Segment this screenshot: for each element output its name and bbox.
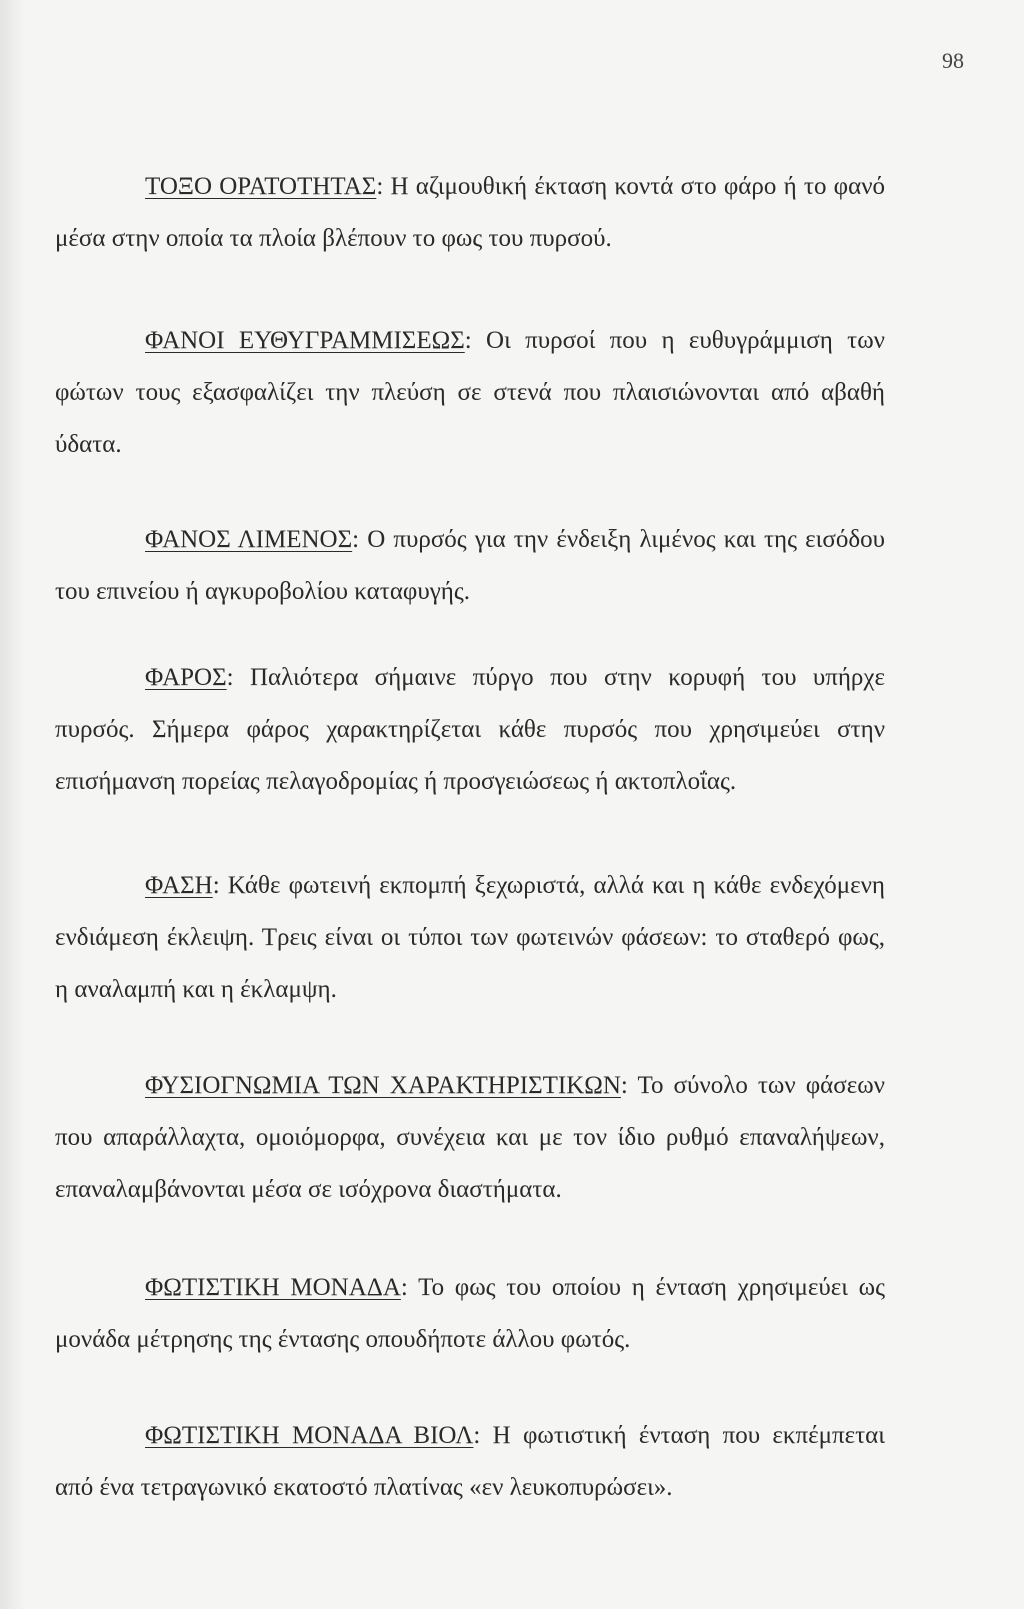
entry-term: ΦΑΣΗ xyxy=(145,872,213,899)
entry-separator: : xyxy=(376,173,384,200)
entry-separator: : xyxy=(212,872,220,899)
glossary-entry xyxy=(55,161,885,265)
glossary-entry xyxy=(55,1262,885,1366)
entry-separator: : xyxy=(473,1422,481,1449)
entry-separator: : xyxy=(464,327,472,354)
glossary-entry xyxy=(55,860,885,1016)
entry-separator: : xyxy=(620,1072,628,1099)
entry-definition: Κάθε φωτεινή εκπομπή ξεχωριστά, αλλά και η κάθε ενδεχόμενη ενδιάμεση έκλειψη. Τρεις είναι οι τύποι των φωτεινών φάσεων: το σταθερό φως, η αναλαμπή και η έκλαμψη. xyxy=(55,872,885,1003)
entry-term: ΦΩΤΙΣΤΙΚΗ ΜΟΝΑΔΑ ΒΙΟΛ xyxy=(145,1422,474,1449)
entry-term: ΦΩΤΙΣΤΙΚΗ ΜΟΝΑΔΑ xyxy=(145,1274,401,1301)
glossary-entry xyxy=(55,1410,885,1514)
entry-separator: : xyxy=(400,1274,408,1301)
glossary-entry xyxy=(55,514,885,618)
entry-definition: Ο πυρσός για την ένδειξη λιμένος και της εισόδου του επινείου ή αγκυροβολίου καταφυγής. xyxy=(55,526,885,605)
entry-term: ΦΑΡΟΣ xyxy=(145,664,227,691)
glossary-entry xyxy=(55,1060,885,1216)
entry-term: ΦΑΝΟΣ ΛΙΜΕΝΟΣ xyxy=(145,526,353,553)
entry-definition: Η αζιμουθική έκταση κοντά στο φάρο ή το φανό μέσα στην οποία τα πλοία βλέπουν το φως του πυρσού. xyxy=(55,173,886,252)
entry-separator: : xyxy=(226,664,234,691)
entry-term: ΤΟΞΟ ΟΡΑΤΟΤΗΤΑΣ xyxy=(145,173,377,200)
entry-definition: Η φωτιστική ένταση που εκπέμπεται από ένα τετραγωνικό εκατοστό πλατίνας «εν λευκοπυρώσει». xyxy=(55,1422,885,1501)
page-number: 98 xyxy=(942,48,964,73)
glossary-entry xyxy=(55,652,885,808)
entry-definition: Παλιότερα σήμαινε πύργο που στην κορυφή του υπήρχε πυρσός. Σήμερα φάρος χαρακτηρίζεται κάθε πυρσός που χρησιμεύει στην επισήμανση πορείας πελαγοδρομίας ή προσγειώσεως ή ακτοπλοΐας. xyxy=(55,664,885,795)
entry-definition: Το σύνολο των φάσεων που απαράλλαχτα, ομοιόμορφα, συνέχεια και με τον ίδιο ρυθμό επαναλήψεων, επαναλαμβάνονται μέσα σε ισόχρονα διαστήματα. xyxy=(55,1072,885,1203)
glossary-entry xyxy=(55,315,885,471)
entry-separator: : xyxy=(352,526,360,553)
entry-definition: Το φως του οποίου η ένταση χρησιμεύει ως μονάδα μέτρησης της έντασης οπουδήποτε άλλου φωτός. xyxy=(55,1274,886,1353)
entry-term: ΦΑΝΟΙ ΕΥΘΥΓΡΑΜΜΙΣΕΩΣ xyxy=(145,327,465,354)
entry-term: ΦΥΣΙΟΓΝΩΜΙΑ ΤΩΝ ΧΑΡΑΚΤΗΡΙΣΤΙΚΩΝ xyxy=(145,1072,621,1099)
entry-definition: Οι πυρσοί που η ευθυγράμμιση των φώτων τους εξασφαλίζει την πλεύση σε στενά που πλαισιώνονται από αβαθή ύδατα. xyxy=(55,327,885,458)
